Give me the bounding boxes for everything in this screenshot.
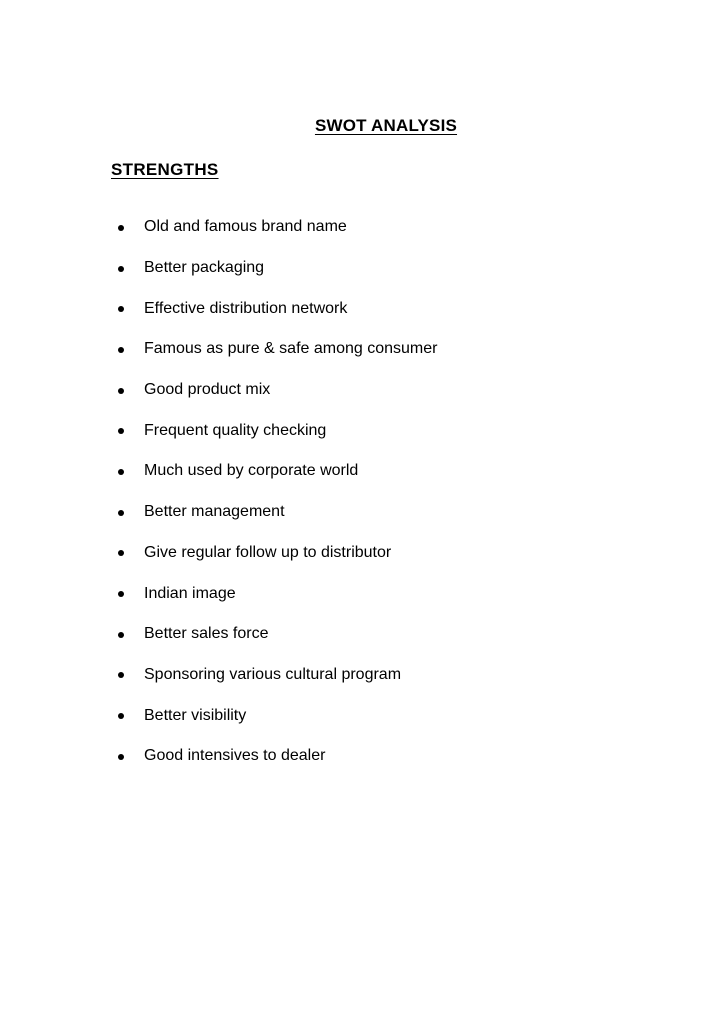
bullet-icon: [118, 713, 124, 719]
list-item: [118, 207, 437, 248]
list-item-text: Frequent quality checking: [144, 421, 327, 439]
list-item-text: Famous as pure & safe among consumer: [144, 340, 438, 358]
bullet-icon: [118, 306, 124, 312]
list-item: [118, 248, 437, 289]
list-item-text: Give regular follow up to distributor: [144, 543, 392, 561]
bullet-icon: [118, 632, 124, 638]
section-heading-strengths: STRENGTHS: [111, 160, 219, 179]
bullet-icon: [118, 428, 124, 434]
bullet-icon: [118, 388, 124, 394]
list-item: [118, 736, 437, 777]
list-item: [118, 451, 437, 492]
list-item-text: Better packaging: [144, 259, 265, 277]
document-title: SWOT ANALYSIS: [314, 116, 458, 135]
bullet-icon: [118, 469, 124, 475]
list-item: [118, 370, 437, 411]
list-item-text: Much used by corporate world: [144, 462, 359, 480]
list-item-text: Sponsoring various cultural program: [144, 665, 402, 683]
bullet-icon: [118, 754, 124, 760]
list-item: [118, 492, 437, 533]
list-item: [118, 533, 437, 574]
list-item-text: Better visibility: [144, 706, 247, 724]
bullet-icon: [118, 225, 124, 231]
bullet-icon: [118, 266, 124, 272]
list-item: [118, 695, 437, 736]
bullet-icon: [118, 591, 124, 597]
list-item-text: Better management: [144, 503, 285, 521]
list-item: [118, 288, 437, 329]
list-item: [118, 655, 437, 696]
list-item: [118, 614, 437, 655]
list-item-text: Indian image: [144, 584, 236, 602]
bullet-icon: [118, 672, 124, 678]
list-item-text: Old and famous brand name: [144, 218, 347, 236]
strengths-list: [118, 207, 437, 777]
bullet-icon: [118, 510, 124, 516]
bullet-icon: [118, 550, 124, 556]
list-item-text: Better sales force: [144, 625, 269, 643]
list-item: [118, 410, 437, 451]
list-item-text: Good intensives to dealer: [144, 747, 326, 765]
list-item: [118, 573, 437, 614]
list-item: [118, 329, 437, 370]
list-item-text: Good product mix: [144, 381, 271, 399]
bullet-icon: [118, 347, 124, 353]
list-item-text: Effective distribution network: [144, 299, 348, 317]
